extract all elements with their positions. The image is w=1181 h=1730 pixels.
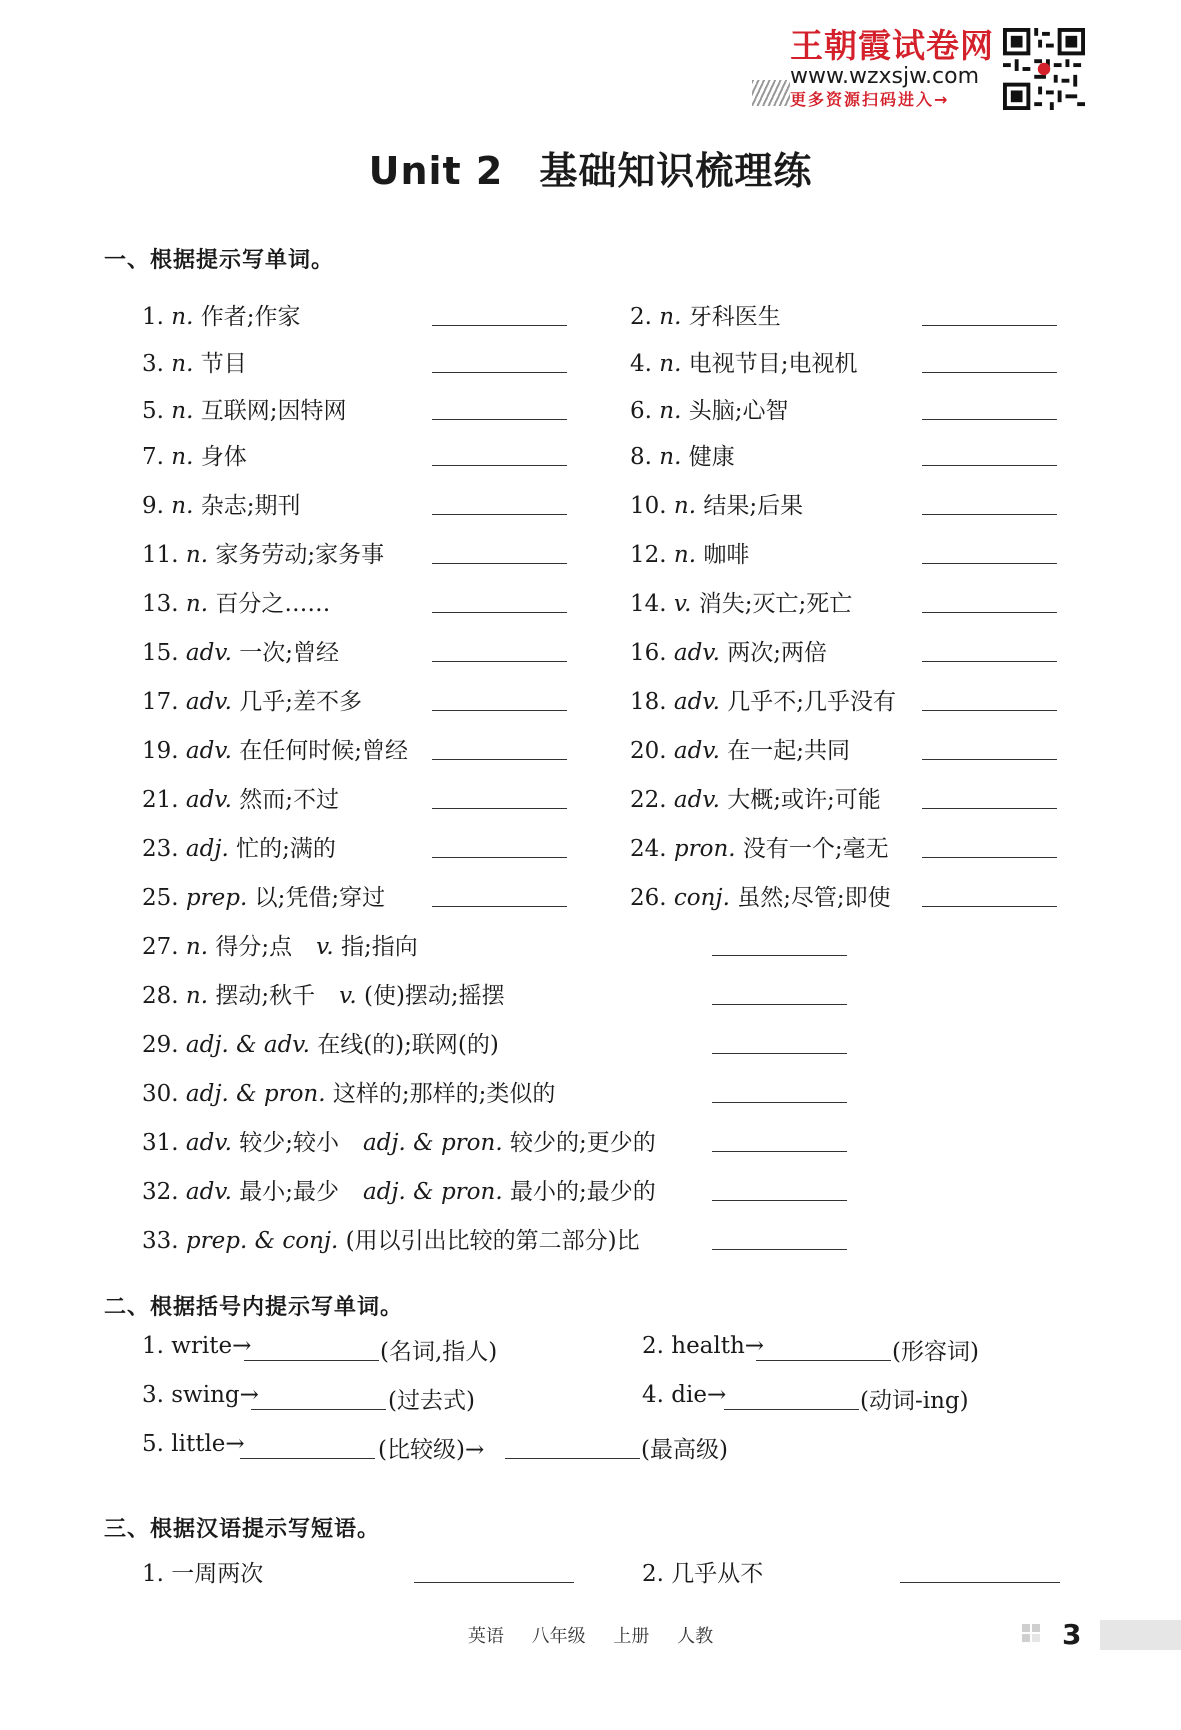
- s2-item-hint: (动词-ing): [860, 1388, 969, 1414]
- part-of-speech: n.: [171, 444, 194, 470]
- item-text: 虽然;尽管;即使: [737, 885, 891, 911]
- item-number: 18.: [630, 689, 667, 715]
- item-number: 3.: [142, 351, 164, 377]
- s2-item-stem: 5. little→: [142, 1431, 245, 1457]
- s1-item: [142, 683, 362, 716]
- item-text: 作者;作家: [200, 304, 301, 330]
- item-text: (用以引出比较的第二部分)比: [345, 1228, 640, 1254]
- item-text: 电视节目;电视机: [688, 351, 858, 377]
- s3-item: 1. 一周两次: [142, 1561, 264, 1587]
- s2-item-stem: 1. write→: [142, 1333, 252, 1359]
- s1-item: [630, 683, 896, 716]
- part-of-speech: n.: [659, 444, 682, 470]
- answer-blank[interactable]: [922, 325, 1057, 326]
- s1-long-item: [142, 928, 418, 961]
- answer-blank[interactable]: [240, 1458, 375, 1459]
- answer-blank[interactable]: [432, 419, 567, 420]
- answer-blank[interactable]: [432, 325, 567, 326]
- part-of-speech: n.: [185, 591, 209, 617]
- brand-url[interactable]: www.wzxsjw.com: [790, 64, 980, 89]
- s1-long-item: [142, 1026, 499, 1059]
- part-of-speech: adv.: [673, 787, 720, 813]
- item-number: 15.: [142, 640, 179, 666]
- answer-blank[interactable]: [244, 1360, 379, 1361]
- answer-blank[interactable]: [922, 808, 1057, 809]
- item-number: 20.: [630, 738, 667, 764]
- item-number: 2.: [630, 304, 652, 330]
- part-of-speech: n.: [673, 493, 697, 519]
- answer-blank[interactable]: [922, 514, 1057, 515]
- part-of-speech: v.: [339, 983, 357, 1009]
- s2-item-hint: (比较级)→: [378, 1437, 485, 1463]
- s1-item: [142, 585, 330, 618]
- item-number: 13.: [142, 591, 179, 617]
- page-bar: [1100, 1620, 1181, 1650]
- page-title: [0, 140, 1181, 195]
- part-of-speech: n.: [171, 351, 194, 377]
- s2-item-stem: 4. die→: [642, 1382, 727, 1408]
- answer-blank[interactable]: [922, 759, 1057, 760]
- item-text: 得分;点: [215, 934, 293, 960]
- item-text: 忙的;满的: [236, 836, 336, 862]
- answer-blank[interactable]: [432, 808, 567, 809]
- s1-item: [630, 536, 749, 569]
- title-text: 基础知识梳理练: [539, 149, 813, 193]
- answer-blank[interactable]: [432, 906, 567, 907]
- s1-item: [630, 781, 881, 814]
- item-number: 16.: [630, 640, 667, 666]
- item-text: 杂志;期刊: [200, 493, 301, 519]
- item-text: (使)摆动;摇摆: [363, 983, 505, 1009]
- footer-edition: 人教: [677, 1626, 714, 1647]
- item-text: 然而;不过: [239, 787, 339, 813]
- answer-blank[interactable]: [922, 372, 1057, 373]
- part-of-speech: pron.: [673, 836, 736, 862]
- item-number: 6.: [630, 398, 652, 424]
- item-text: 牙科医生: [688, 304, 781, 330]
- item-text: 指;指向: [340, 934, 418, 960]
- s1-long-item: [142, 1124, 656, 1157]
- s1-item: [142, 298, 300, 331]
- item-number: 25.: [142, 885, 179, 911]
- item-number: 4.: [630, 351, 652, 377]
- answer-blank[interactable]: [922, 906, 1057, 907]
- item-text: 没有一个;毫无: [742, 836, 889, 862]
- part-of-speech: n.: [185, 934, 209, 960]
- item-text: 一次;曾经: [239, 640, 339, 666]
- item-text: 消失;灭亡;死亡: [698, 591, 853, 617]
- answer-blank[interactable]: [922, 465, 1057, 466]
- footer-grade: 八年级: [531, 1626, 586, 1647]
- answer-blank[interactable]: [251, 1409, 386, 1410]
- part-of-speech: n.: [171, 304, 194, 330]
- s1-item: [630, 732, 850, 765]
- answer-blank[interactable]: [712, 1151, 847, 1152]
- item-text: 几乎不;几乎没有: [727, 689, 896, 715]
- part-of-speech: adj. & adv.: [185, 1032, 310, 1058]
- item-text: 较少的;更少的: [509, 1130, 656, 1156]
- item-number: 31.: [142, 1130, 179, 1156]
- item-number: 26.: [630, 885, 667, 911]
- answer-blank[interactable]: [756, 1360, 891, 1361]
- answer-blank[interactable]: [922, 710, 1057, 711]
- item-number: 24.: [630, 836, 667, 862]
- s1-item: [630, 487, 803, 520]
- answer-blank[interactable]: [432, 514, 567, 515]
- item-number: 17.: [142, 689, 179, 715]
- item-number: 8.: [630, 444, 652, 470]
- unit-label: Unit 2: [368, 149, 504, 193]
- item-text: 较少;较小: [239, 1130, 339, 1156]
- item-number: 5.: [142, 398, 164, 424]
- part-of-speech: adv.: [673, 689, 720, 715]
- part-of-speech: adv.: [673, 640, 720, 666]
- answer-blank[interactable]: [922, 661, 1057, 662]
- s2-item-hint: (名词,指人): [380, 1339, 498, 1365]
- item-text: 这样的;那样的;类似的: [332, 1081, 556, 1107]
- answer-blank[interactable]: [432, 563, 567, 564]
- brand-slogan: 更多资源扫码进入→: [790, 90, 950, 109]
- part-of-speech: v.: [316, 934, 334, 960]
- footer-subject: 英语: [467, 1626, 504, 1647]
- answer-blank[interactable]: [922, 563, 1057, 564]
- s2-item-stem: 2. health→: [642, 1333, 765, 1359]
- part-of-speech: n.: [185, 542, 209, 568]
- item-text: 最小;最少: [239, 1179, 339, 1205]
- page-footer: [0, 1622, 1181, 1648]
- s1-long-item: [142, 1222, 640, 1255]
- item-number: 19.: [142, 738, 179, 764]
- answer-blank[interactable]: [712, 1102, 847, 1103]
- answer-blank[interactable]: [414, 1582, 574, 1583]
- s1-item: [142, 392, 346, 425]
- item-text: 大概;或许;可能: [727, 787, 881, 813]
- brand-name: 王朝霞试卷网: [790, 26, 994, 65]
- item-text: 身体: [200, 444, 247, 470]
- item-number: 12.: [630, 542, 667, 568]
- answer-blank[interactable]: [432, 710, 567, 711]
- item-number: 29.: [142, 1032, 179, 1058]
- part-of-speech: adv.: [185, 1179, 232, 1205]
- item-number: 32.: [142, 1179, 179, 1205]
- part-of-speech: n.: [185, 983, 209, 1009]
- part-of-speech: adj. & pron.: [362, 1130, 503, 1156]
- answer-blank[interactable]: [724, 1409, 859, 1410]
- page-number: 3: [1062, 1618, 1082, 1651]
- item-number: 9.: [142, 493, 164, 519]
- item-number: 33.: [142, 1228, 179, 1254]
- part-of-speech: n.: [659, 398, 682, 424]
- item-text: 结果;后果: [703, 493, 804, 519]
- item-number: 21.: [142, 787, 179, 813]
- part-of-speech: n.: [659, 304, 682, 330]
- s1-item: [630, 830, 889, 863]
- s1-item: [142, 830, 336, 863]
- s1-item: [142, 438, 247, 471]
- s1-item: [142, 781, 339, 814]
- part-of-speech: n.: [659, 351, 682, 377]
- s1-item: [630, 298, 781, 331]
- answer-blank[interactable]: [712, 1200, 847, 1201]
- page-dots-icon: [1020, 1622, 1050, 1650]
- s2-item-hint: (过去式): [388, 1388, 475, 1414]
- s2-item-hint: (最高级): [641, 1437, 728, 1463]
- item-text: 两次;两倍: [727, 640, 827, 666]
- item-text: 最小的;最少的: [509, 1179, 656, 1205]
- s1-item: [630, 585, 852, 618]
- s1-long-item: [142, 977, 505, 1010]
- item-text: 家务劳动;家务事: [215, 542, 385, 568]
- answer-blank[interactable]: [922, 857, 1057, 858]
- item-number: 7.: [142, 444, 164, 470]
- s1-item: [630, 392, 788, 425]
- s1-item: [142, 487, 300, 520]
- brand-logo: [790, 28, 994, 110]
- item-text: 几乎;差不多: [239, 689, 362, 715]
- s1-item: [142, 634, 339, 667]
- s2-item-stem: 3. swing→: [142, 1382, 259, 1408]
- item-text: 百分之……: [215, 591, 331, 617]
- part-of-speech: adv.: [673, 738, 720, 764]
- part-of-speech: adv.: [185, 640, 232, 666]
- s1-item: [630, 345, 857, 378]
- item-text: 头脑;心智: [688, 398, 789, 424]
- s3-item: 2. 几乎从不: [642, 1561, 764, 1587]
- s1-long-item: [142, 1075, 555, 1108]
- item-number: 28.: [142, 983, 179, 1009]
- part-of-speech: prep. & conj.: [185, 1228, 339, 1254]
- part-of-speech: adj.: [185, 836, 229, 862]
- answer-blank[interactable]: [505, 1458, 640, 1459]
- answer-blank[interactable]: [432, 661, 567, 662]
- item-text: 以;凭借;穿过: [254, 885, 386, 911]
- part-of-speech: conj.: [673, 885, 730, 911]
- footer-volume: 上册: [613, 1626, 650, 1647]
- item-text: 互联网;因特网: [200, 398, 347, 424]
- answer-blank[interactable]: [432, 465, 567, 466]
- s1-item: [630, 879, 891, 912]
- brand-stripe: [752, 80, 790, 106]
- s1-item: [142, 879, 385, 912]
- s1-long-item: [142, 1173, 656, 1206]
- item-number: 30.: [142, 1081, 179, 1107]
- qr-code-icon[interactable]: [1003, 28, 1085, 110]
- answer-blank[interactable]: [922, 419, 1057, 420]
- item-text: 节目: [200, 351, 247, 377]
- section-2-heading: 二、根据括号内提示写单词。: [104, 1295, 404, 1320]
- s1-item: [142, 732, 408, 765]
- item-number: 23.: [142, 836, 179, 862]
- answer-blank[interactable]: [432, 759, 567, 760]
- part-of-speech: n.: [673, 542, 697, 568]
- answer-blank[interactable]: [712, 1053, 847, 1054]
- answer-blank[interactable]: [712, 955, 847, 956]
- item-number: 1.: [142, 304, 164, 330]
- part-of-speech: adj. & pron.: [185, 1081, 326, 1107]
- part-of-speech: adv.: [185, 1130, 232, 1156]
- answer-blank[interactable]: [432, 372, 567, 373]
- part-of-speech: adj. & pron.: [362, 1179, 503, 1205]
- part-of-speech: v.: [673, 591, 692, 617]
- s1-item: [142, 345, 247, 378]
- part-of-speech: adv.: [185, 689, 232, 715]
- answer-blank[interactable]: [432, 612, 567, 613]
- s1-item: [630, 438, 735, 471]
- item-text: 摆动;秋千: [215, 983, 316, 1009]
- section-3-heading: 三、根据汉语提示写短语。: [104, 1517, 381, 1542]
- s1-item: [142, 536, 384, 569]
- item-number: 11.: [142, 542, 179, 568]
- answer-blank[interactable]: [900, 1582, 1060, 1583]
- item-text: 在任何时候;曾经: [239, 738, 408, 764]
- answer-blank[interactable]: [432, 857, 567, 858]
- answer-blank[interactable]: [922, 612, 1057, 613]
- item-number: 22.: [630, 787, 667, 813]
- part-of-speech: n.: [171, 398, 194, 424]
- answer-blank[interactable]: [712, 1249, 847, 1250]
- item-text: 在线(的);联网(的): [317, 1032, 499, 1058]
- item-text: 咖啡: [703, 542, 750, 568]
- answer-blank[interactable]: [712, 1004, 847, 1005]
- item-number: 10.: [630, 493, 667, 519]
- part-of-speech: adv.: [185, 787, 232, 813]
- section-1-heading: 一、根据提示写单词。: [104, 248, 335, 273]
- item-text: 健康: [688, 444, 735, 470]
- part-of-speech: n.: [171, 493, 194, 519]
- s1-item: [630, 634, 827, 667]
- item-number: 27.: [142, 934, 179, 960]
- item-number: 14.: [630, 591, 667, 617]
- part-of-speech: adv.: [185, 738, 232, 764]
- s2-item-hint: (形容词): [892, 1339, 979, 1365]
- part-of-speech: prep.: [185, 885, 248, 911]
- item-text: 在一起;共同: [727, 738, 850, 764]
